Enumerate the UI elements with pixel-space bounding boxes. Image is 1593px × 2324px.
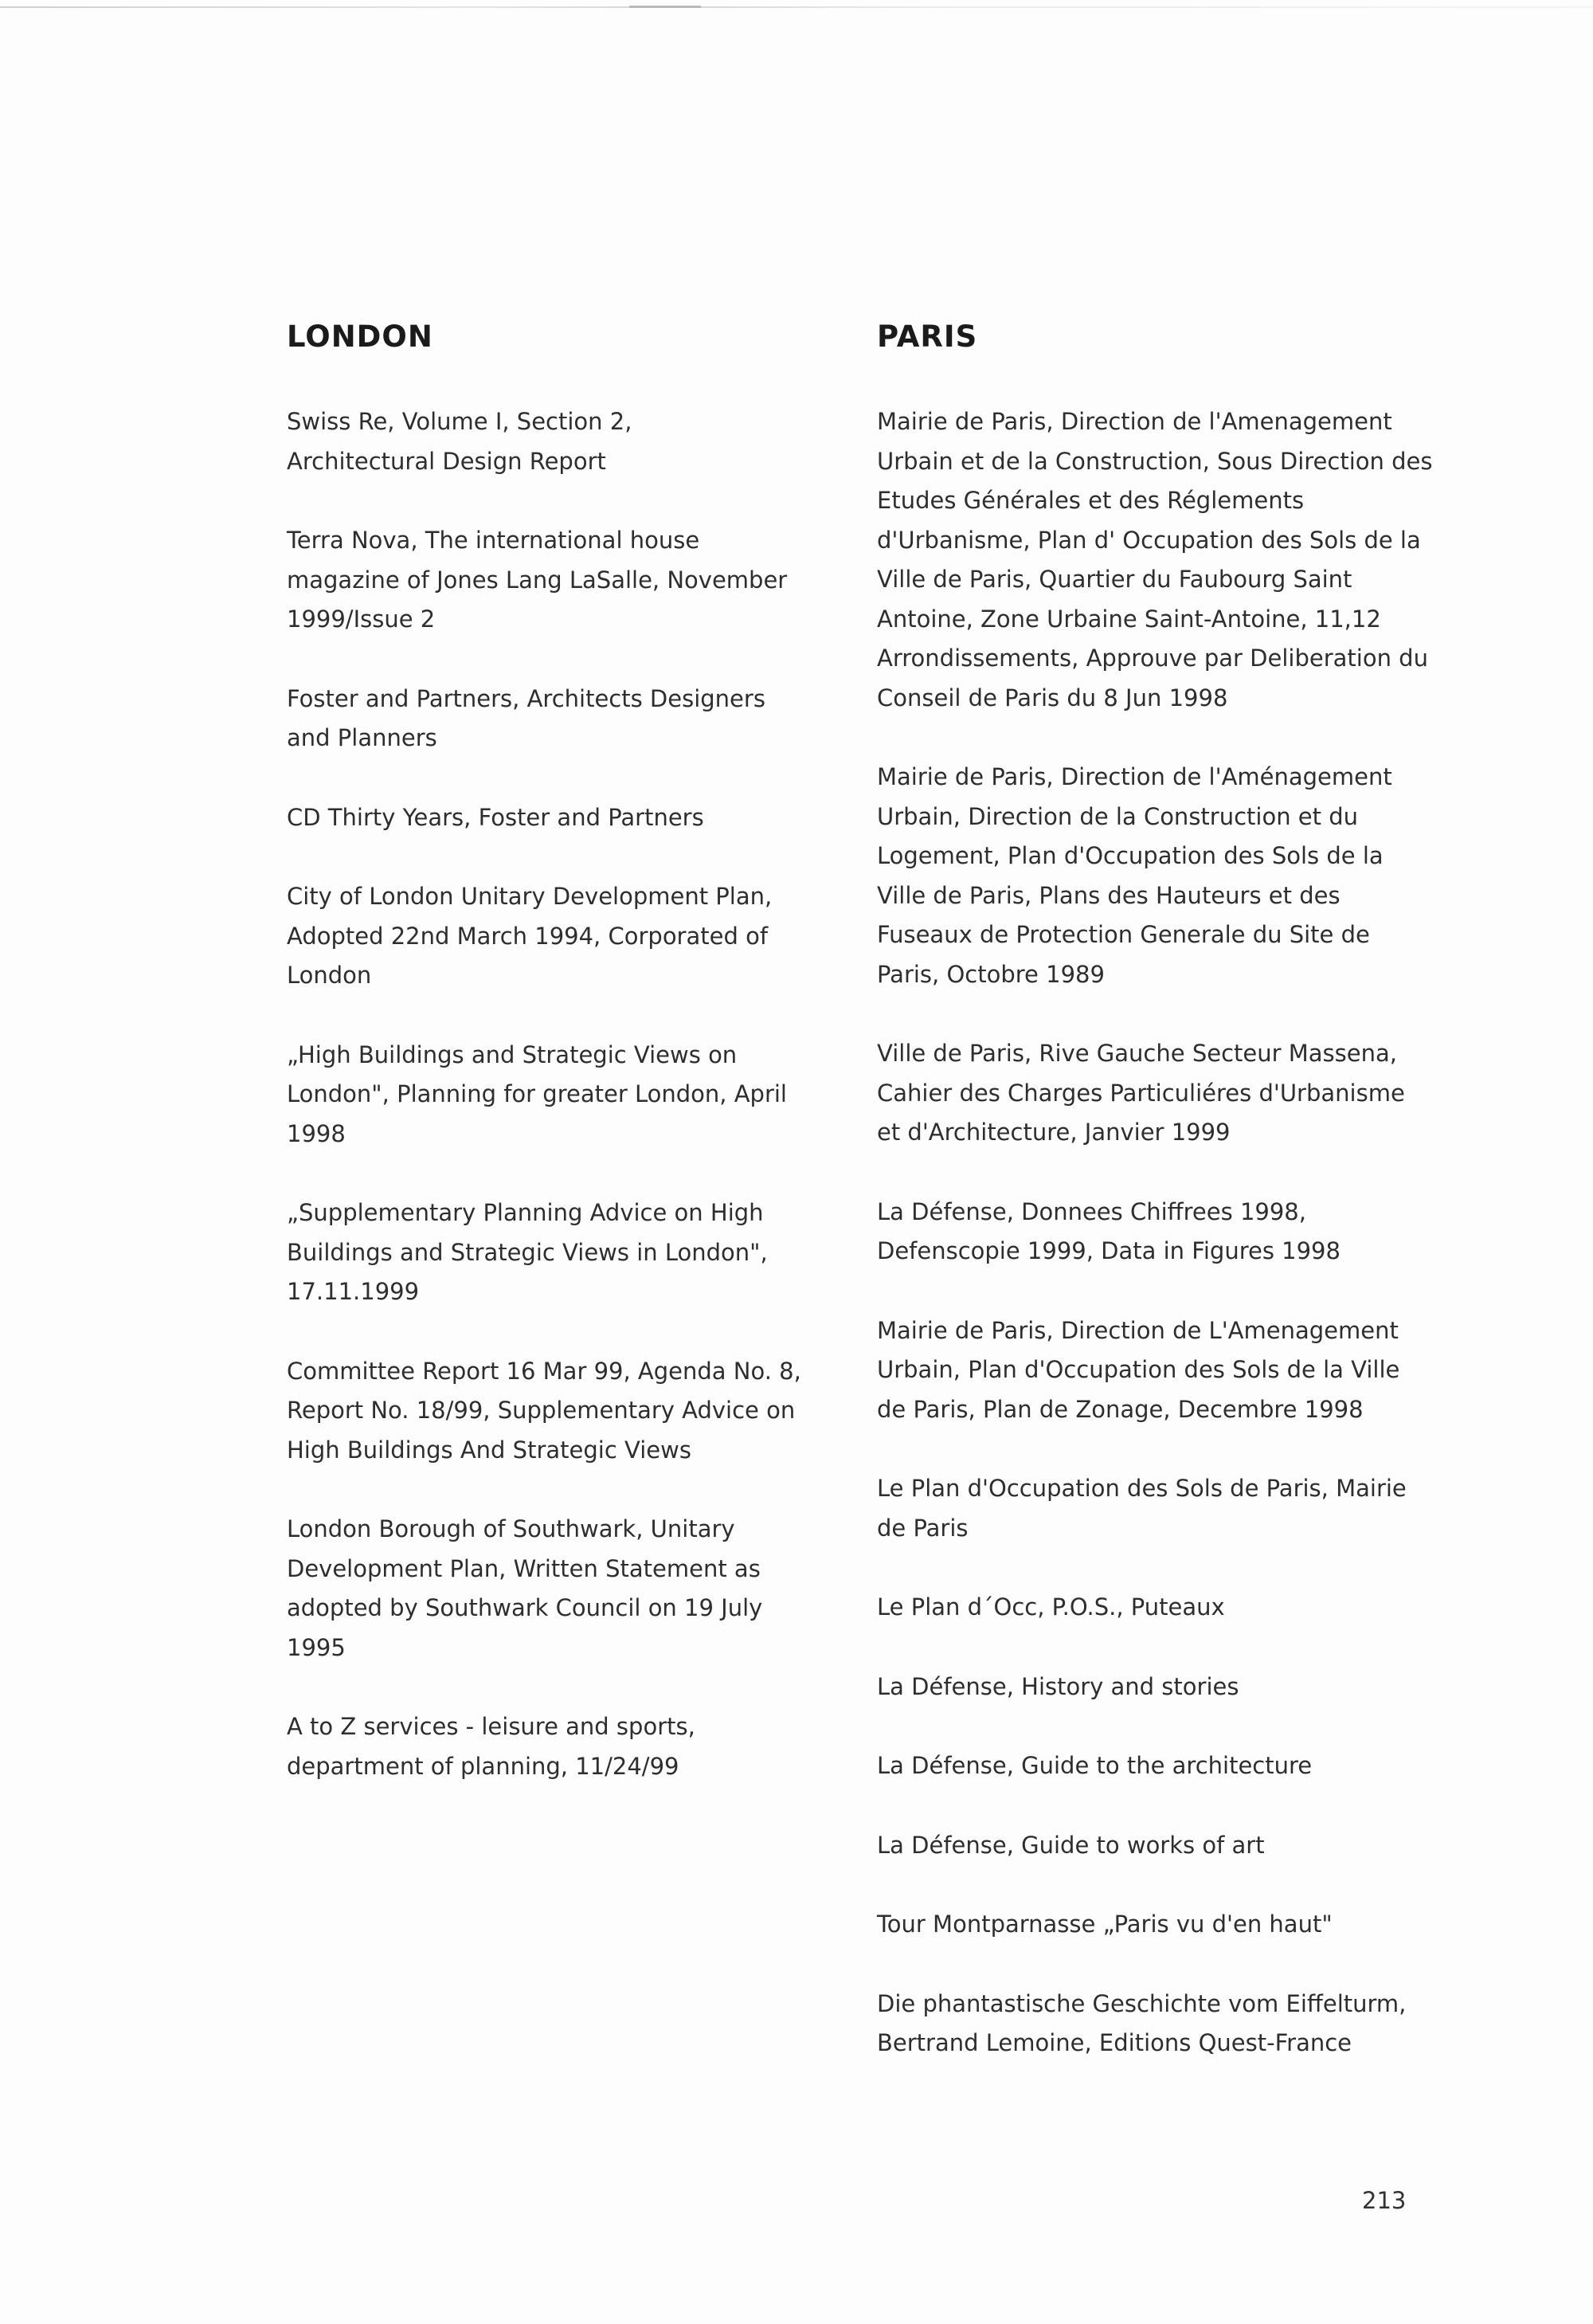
scan-edge-line	[0, 6, 1593, 8]
paris-entry: Le Plan d'Occupation des Sols de Paris, Mairie de Paris	[877, 1475, 1407, 1542]
paris-entry: La Défense, Donnees Chiffrees 1998, Defenscopie 1999, Data in Figures 1998	[877, 1197, 1341, 1264]
paris-entry: Die phantastische Geschichte vom Eiffelturm, Bertrand Lemoine, Editions Quest-France	[877, 1989, 1407, 2056]
london-entry: London Borough of Southwark, Unitary Development Plan, Written Statement as adopted by Southwark Council on 19 July 1995	[287, 1515, 763, 1661]
london-column	[287, 317, 828, 1826]
paris-entry: La Défense, Guide to works of art	[877, 1831, 1265, 1859]
paris-entry: Le Plan d´Occ, P.O.S., Puteaux	[877, 1593, 1225, 1621]
london-entry: Foster and Partners, Architects Designers and Planners	[287, 684, 765, 751]
paris-entry: La Défense, History and stories	[877, 1672, 1239, 1700]
paris-heading: PARIS	[877, 319, 978, 354]
paris-entry: Mairie de Paris, Direction de L'Amenagement Urbain, Plan d'Occupation des Sols de la Ville de Paris, Plan de Zonage, Decembre 1998	[877, 1316, 1400, 1423]
london-entry: CD Thirty Years, Foster and Partners	[287, 803, 704, 831]
paris-entry: Tour Montparnasse „Paris vu d'en haut"	[877, 1911, 1333, 1938]
paris-column	[877, 317, 1434, 2103]
london-entry: A to Z services - leisure and sports, department of planning, 11/24/99	[287, 1713, 695, 1780]
london-entry: „High Buildings and Strategic Views on London", Planning for greater London, April 1998	[287, 1041, 787, 1147]
paris-entry: Mairie de Paris, Direction de l'Amenagement Urbain et de la Construction, Sous Direction des Etudes Générales et des Réglements d'Urbanisme, Plan d' Occupation des Sols de la Ville de Paris, Quartier du Faubourg Saint Antoine, Zone Urbaine Saint-Antoine, 11,12 Arrondissements, Approuve par Deliberation du Conseil de Paris du 8 Jun 1998	[877, 408, 1433, 711]
london-entry: „Supplementary Planning Advice on High Buildings and Strategic Views in London", 17.11.1999	[287, 1199, 768, 1305]
london-entry: Terra Nova, The international house magazine of Jones Lang LaSalle, November 1999/Issue 2	[287, 527, 788, 633]
paris-entry: Ville de Paris, Rive Gauche Secteur Massena, Cahier des Charges Particuliéres d'Urbanisme et d'Architecture, Janvier 1999	[877, 1040, 1405, 1146]
london-entry: City of London Unitary Development Plan, Adopted 22nd March 1994, Corporated of London	[287, 883, 773, 989]
page-number: 213	[1362, 2187, 1407, 2214]
paris-entry: La Défense, Guide to the architecture	[877, 1752, 1313, 1779]
london-entry: Swiss Re, Volume I, Section 2, Architectural Design Report	[287, 408, 632, 475]
scan-edge-mark	[629, 6, 701, 8]
london-entry: Committee Report 16 Mar 99, Agenda No. 8, Report No. 18/99, Supplementary Advice on High Buildings And Strategic Views	[287, 1357, 801, 1464]
london-heading: LONDON	[287, 319, 433, 354]
paris-entry: Mairie de Paris, Direction de l'Aménagement Urbain, Direction de la Construction et du Logement, Plan d'Occupation des Sols de la Ville de Paris, Plans des Hauteurs et des Fuseaux de Protection Generale du Site de Paris, Octobre 1989	[877, 763, 1392, 988]
